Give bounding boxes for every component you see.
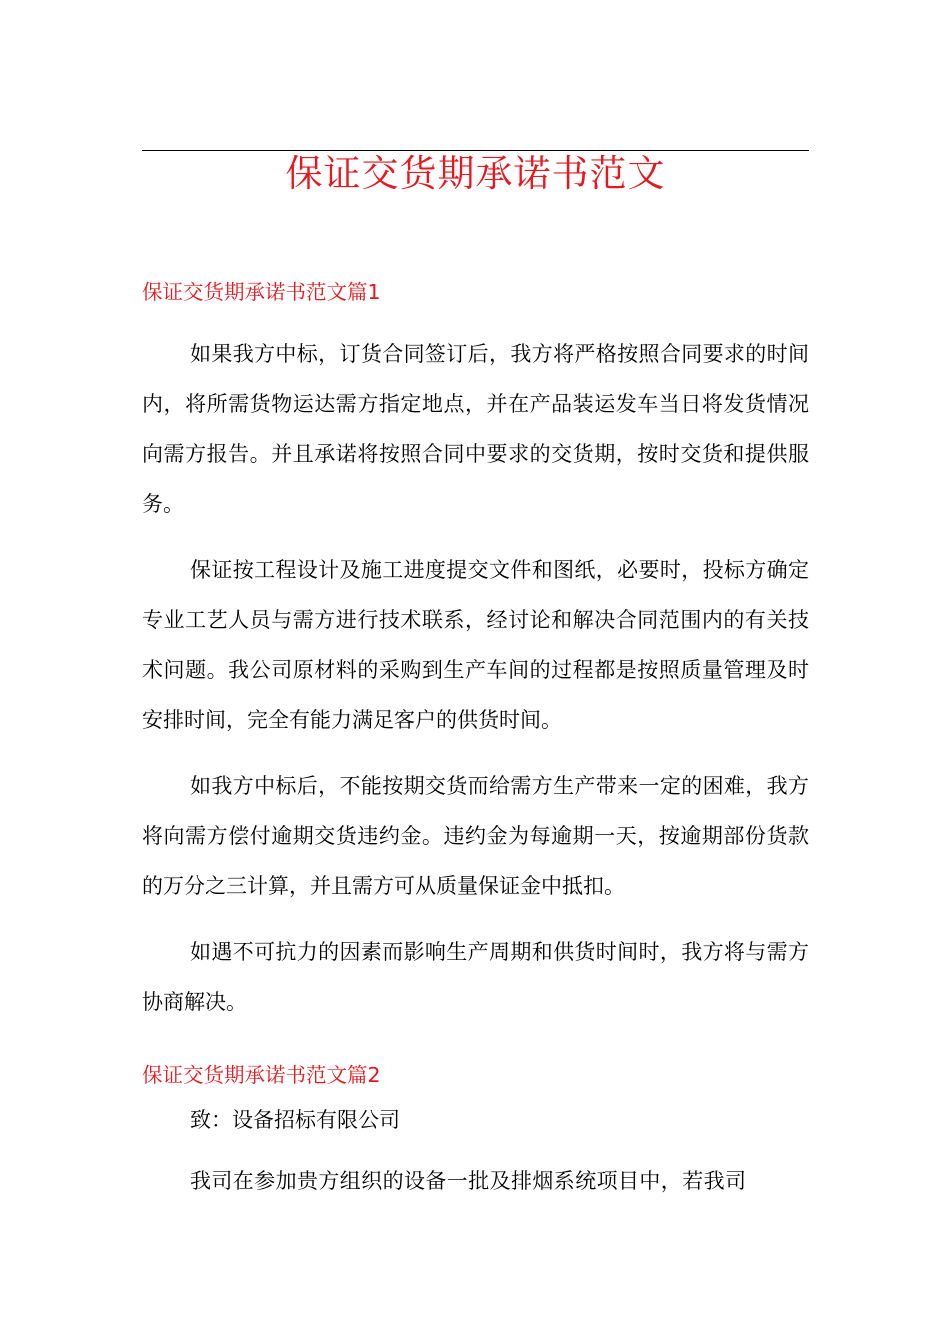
document-title: 保证交货期承诺书范文 bbox=[285, 152, 666, 195]
section-heading-2: 保证交货期承诺书范文篇2 bbox=[142, 1063, 381, 1087]
section-1-paragraph-3: 如我方中标后，不能按期交货而给需方生产带来一定的困难，我方将向需方偿付逾期交货违约金。违约金为每逾期一天，按逾期部份货款的万分之三计算，并且需方可从质量保证金中抵扣。 bbox=[142, 774, 809, 898]
addressee-line: 致：设备招标有限公司 bbox=[190, 1108, 400, 1132]
section-1-paragraph-2: 保证按工程设计及施工进度提交文件和图纸，必要时，投标方确定专业工艺人员与需方进行技术联系，经讨论和解决合同范围内的有关技术问题。我公司原材料的采购到生产车间的过程都是按照质量管理及时安排时间，完全有能力满足客户的供货时间。 bbox=[142, 558, 809, 732]
section-2-paragraph-1: 我司在参加贵方组织的设备一批及排烟系统项目中，若我司 bbox=[190, 1169, 747, 1193]
section-1-paragraph-4: 如遇不可抗力的因素而影响生产周期和供货时间时，我方将与需方协商解决。 bbox=[142, 940, 809, 1014]
section-heading-1: 保证交货期承诺书范文篇1 bbox=[142, 280, 381, 304]
section-1-paragraph-1: 如果我方中标，订货合同签订后，我方将严格按照合同要求的时间内，将所需货物运达需方指定地点，并在产品装运发车当日将发货情况向需方报告。并且承诺将按照合同中要求的交货期，按时交货和提供服务。 bbox=[142, 342, 809, 516]
